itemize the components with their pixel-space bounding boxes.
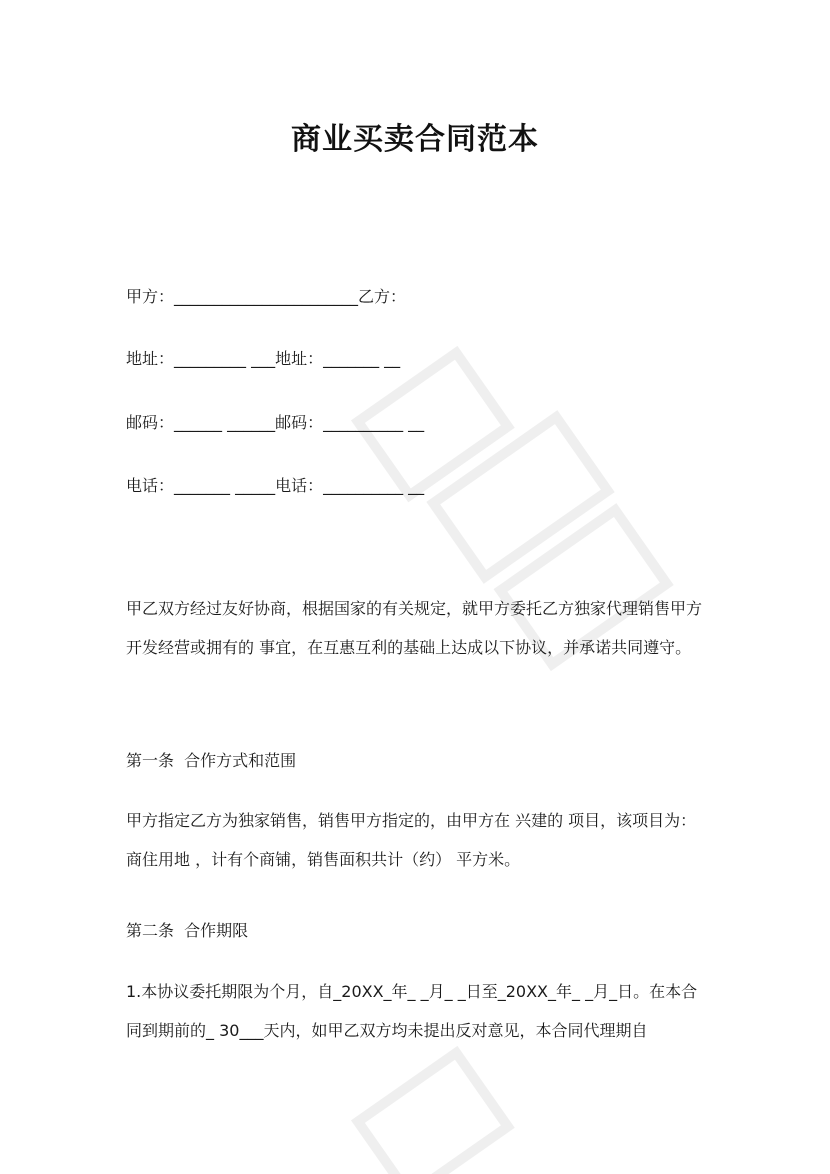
article1-heading: 第一条 合作方式和范围: [126, 751, 297, 770]
party-postcode-line: 邮码：______ ______邮码：__________ __: [126, 413, 425, 432]
article2-heading: 第二条 合作期限: [126, 921, 249, 940]
party-name-line: 甲方：_______________________乙方：: [126, 287, 407, 306]
intro-paragraph: 甲乙双方经过友好协商，根据国家的有关规定，就甲方委托乙方独家代理销售甲方开发经营或拥有的 事宜，在互惠互利的基础上达成以下协议，并承诺共同遵守。: [126, 599, 703, 657]
party-address-line: 地址：_________ ___地址：_______ __: [126, 349, 401, 368]
document-title: 商业买卖合同范本: [291, 122, 539, 157]
article1-body: 甲方指定乙方为独家销售，销售甲方指定的，由甲方在 兴建的 项目，该项目为： 商住用地 ，计有个商铺，销售面积共计（约） 平方米。: [126, 811, 697, 869]
article2-body: 1.本协议委托期限为个月，自_20XX_年_ _月_ _日至_20XX_年_ _月_日。在本合同到期前的_ 30___天内，如甲乙双方均未提出反对意见，本合同代理期自: [126, 982, 698, 1040]
party-phone-line: 电话：_______ _____电话：__________ __: [126, 476, 425, 495]
